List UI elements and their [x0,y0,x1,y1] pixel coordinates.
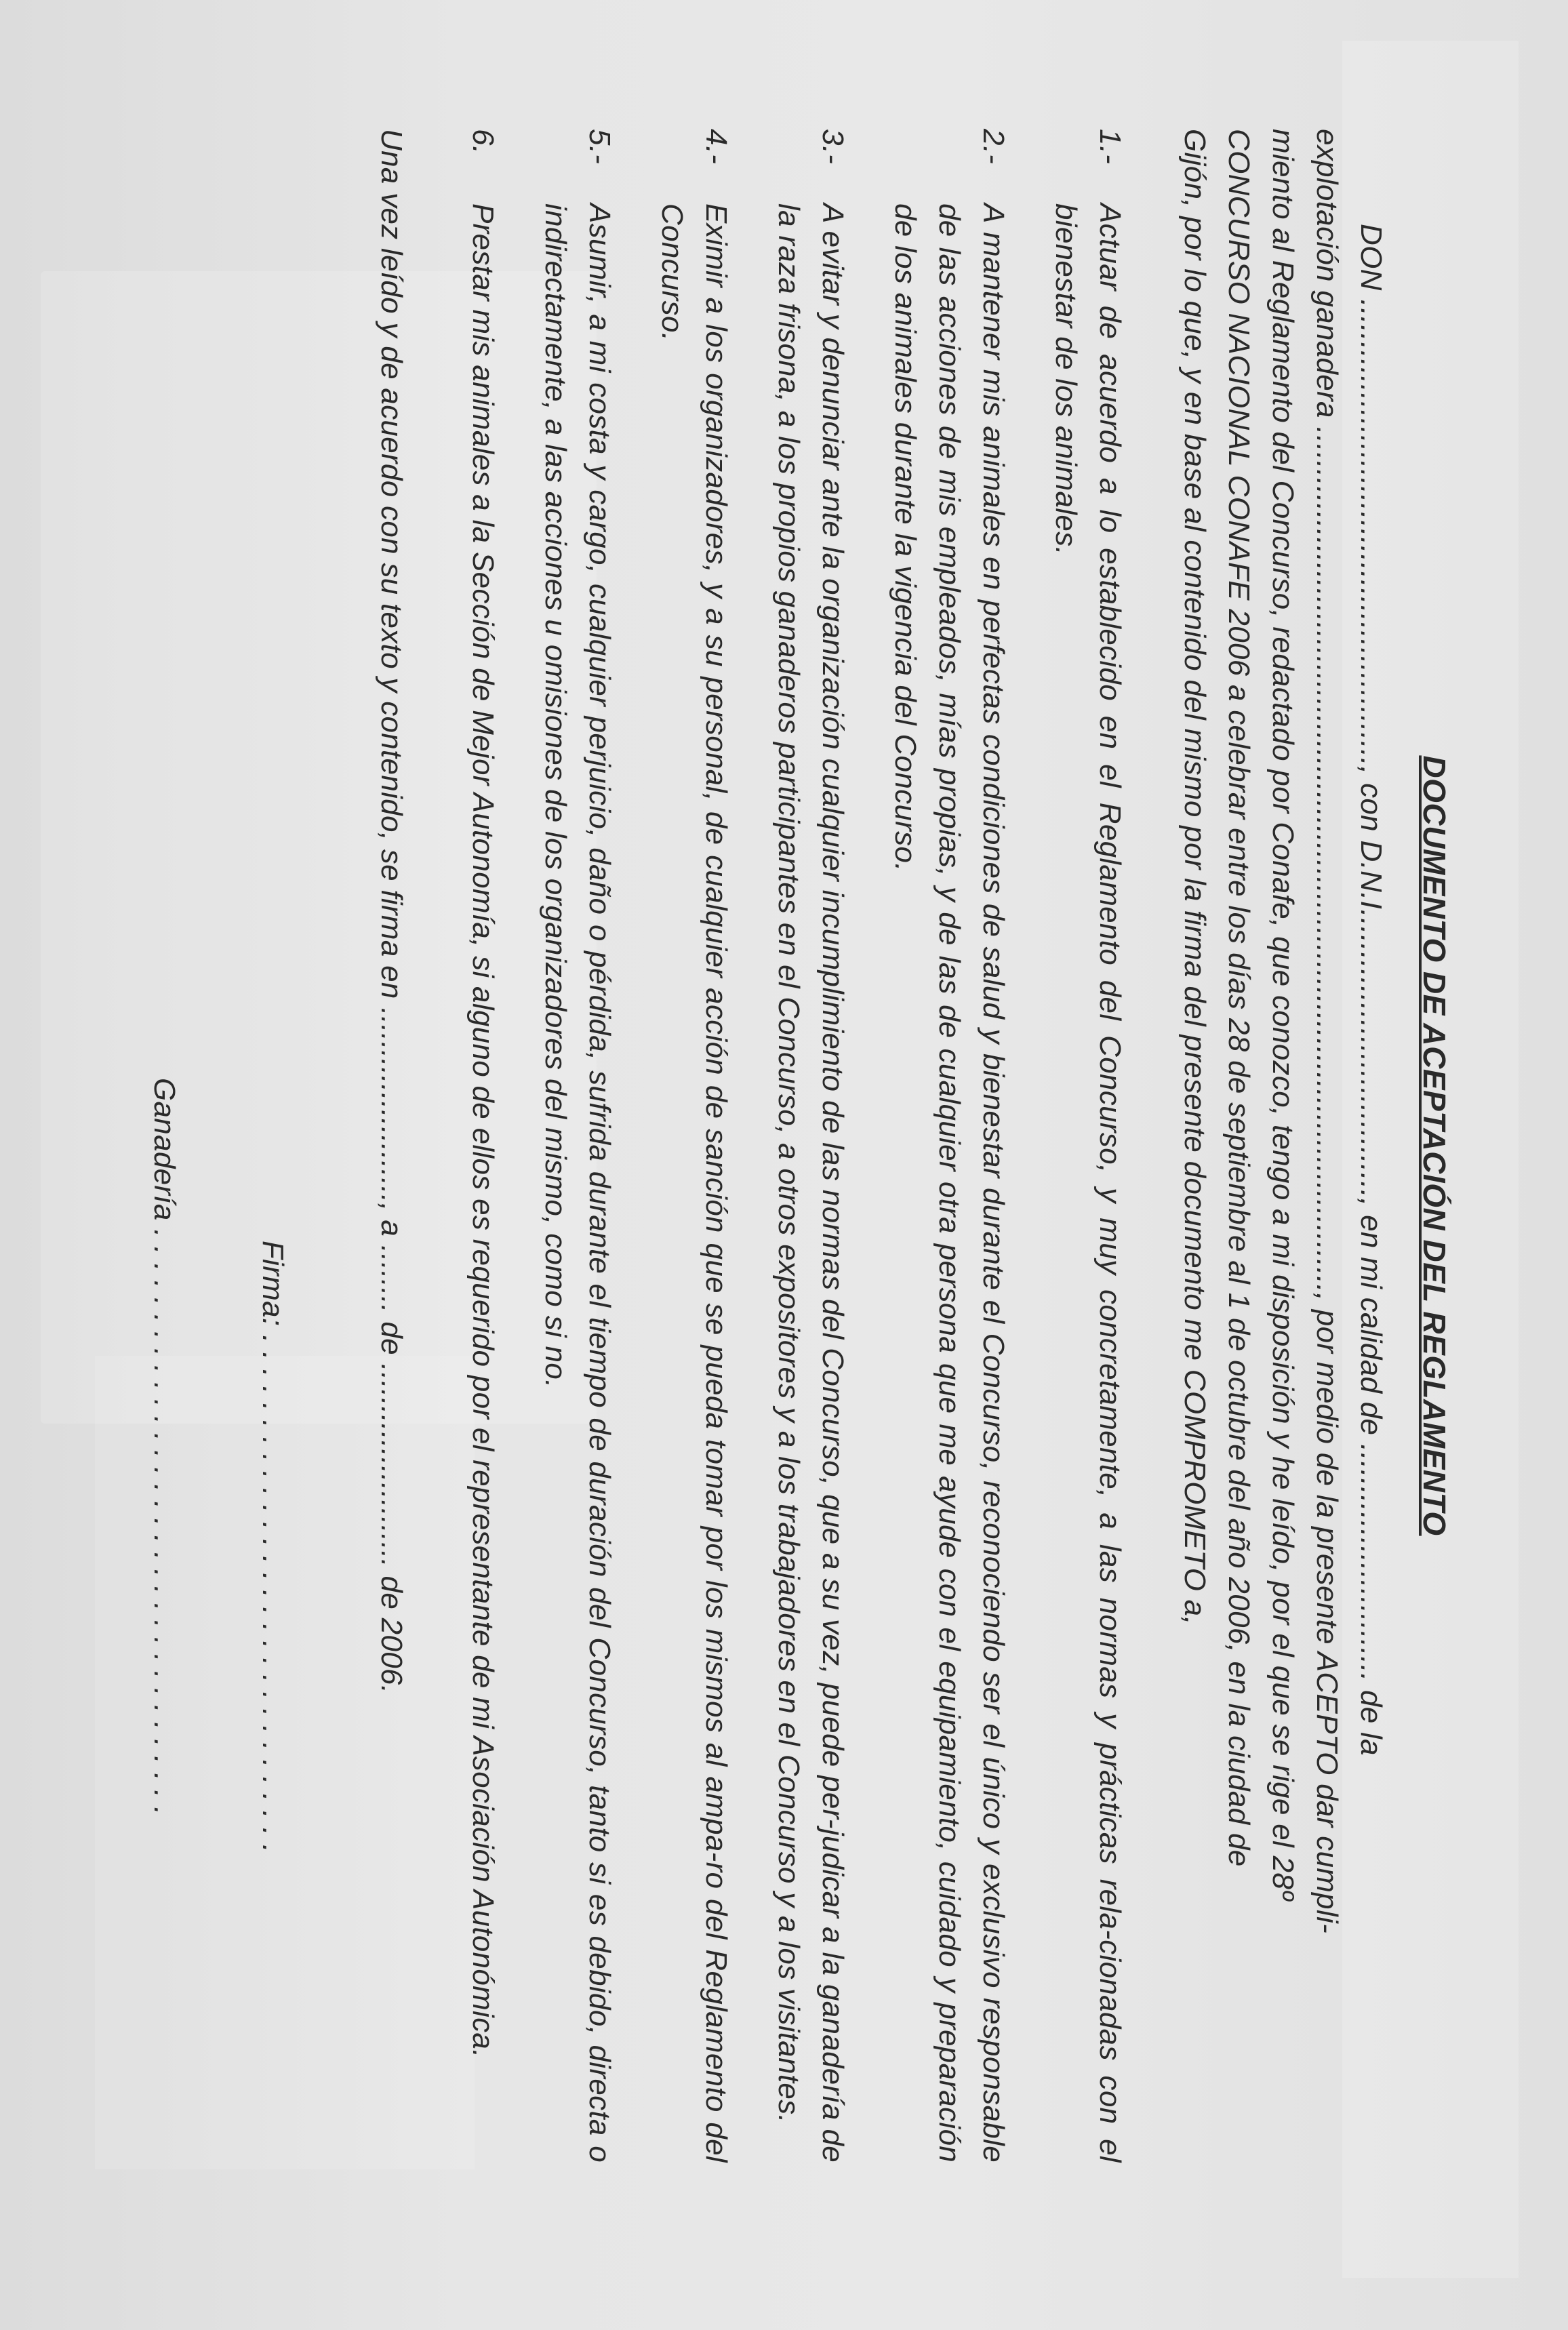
list-item [461,129,505,2163]
item-text: A evitar y denunciar ante la organización cualquier incumplimiento de las normas del Concurso, que a su vez, puede per-judicar a la ganadería de la raza frisona, a los propios ganaderos participantes en el Concurso, a otros expositores y a los trabajadores en el Concurso y a los visitantes. [772,203,849,2163]
list-item [767,129,855,2163]
list-item [1044,129,1132,2163]
intro-line-3: miento al Reglamento del Concurso, redactado por Conafe, que conozco, tengo a mi disposición y he leído, por el que se rige el 28º [1266,129,1300,1901]
commitment-list [461,129,1132,2163]
item-number: 5.- [583,129,616,165]
list-item [650,129,738,2163]
document-body [142,129,1456,2163]
document-title: DOCUMENTO DE ACEPTACIÓN DEL REGLAMENTO [1417,755,1452,1536]
item-text: Asumir, a mi costa y cargo, cualquier perjuicio, daño o pérdida, sufrida durante el tiempo de duración del Concurso, tanto si es debido, directa o indirectamente, a las acciones u omisiones de los organizadores del mismo, como si no. [539,203,616,2163]
intro-line-1: DON ......................................................., con D.N.I.................................., en mi calidad de ............................ de la [1354,224,1388,1756]
list-item [534,129,622,2163]
item-text: A mantener mis animales en perfectas condiciones de salud y bienestar durante el Concurso, reconociendo ser el único y exclusivo responsable de las acciones de mis empleados, mías propias, y de las de cualquier otra persona que me ayude con el equipamiento, cuidado y preparación de los animales durante la vigencia del Concurso. [889,203,1010,2163]
intro-line-5: Gijón, por lo que, y en base al contenido del mismo por la firma del presente documento me COMPROMETO a, [1178,129,1211,1625]
ganaderia-line: Ganadería . . . . . . . . . . . . . . . . . . . . . . . . . . . . . . . . . . . [148,1078,181,1815]
intro-paragraph [1173,129,1393,2163]
item-text: Prestar mis animales a la Sección de Mejor Autonomía, si alguno de ellos es requerido por el representante de mi Asociación Autonómica. [466,203,500,2058]
intro-line-4: CONCURSO NACIONAL CONAFE 2006 a celebrar entre los días 28 de septiembre al 1 de octubre del año 2006, en la ciudad de [1222,129,1255,1867]
signature-line: Firma: . . . . . . . . . . . . . . . . . . . . . . . . . . . . . . . [256,1241,289,1853]
item-text: Eximir a los organizadores, y a su personal, de cualquier acción de sanción que se pueda tomar por los mismos al ampa-ro del Reglamento del Concurso. [656,203,733,2163]
item-number: 4.- [700,129,733,165]
item-number: 3.- [816,129,849,165]
item-number: 1.- [1093,129,1127,165]
item-number: 6. [466,129,500,155]
item-number: 2.- [977,129,1010,165]
intro-line-2: explotación ganadera ......................................................................................................, por medio de la presente ACEPTO dar cumpli- [1310,129,1344,1934]
list-item [883,129,1016,2163]
item-text: Actuar de acuerdo a lo establecido en el Reglamento del Concurso, y muy concretamente, a las normas y prácticas rela-cionadas con el bienestar de los animales. [1049,203,1127,2163]
closing-statement: Una vez leído y de acuerdo con su texto y contenido, se firma en ......................., a ........ de ........................ de 2006. [375,129,408,1694]
